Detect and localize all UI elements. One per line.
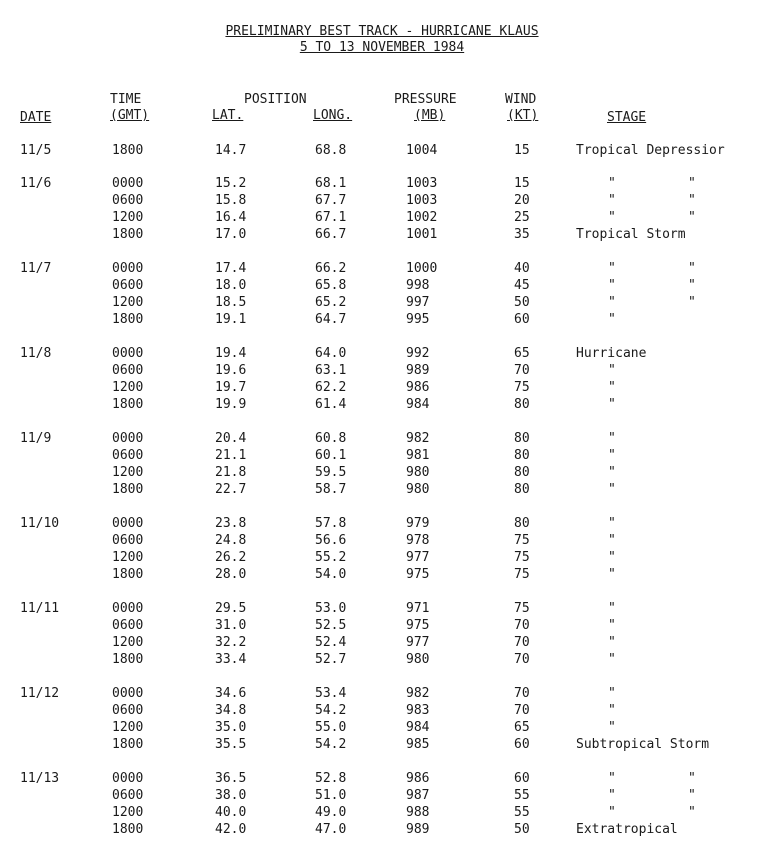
row-wind: 70 — [514, 686, 530, 701]
row-lat: 33.4 — [215, 652, 247, 667]
row-long: 51.0 — [315, 788, 347, 803]
row-stage-ditto: " — [608, 448, 616, 463]
table-row — [0, 210, 764, 227]
row-pressure: 998 — [406, 278, 430, 293]
row-time: 0000 — [112, 601, 144, 616]
row-stage-ditto: " — [608, 550, 616, 565]
row-wind: 75 — [514, 533, 530, 548]
row-stage-ditto: " — [608, 686, 616, 701]
row-pressure: 980 — [406, 482, 430, 497]
row-time: 0600 — [112, 278, 144, 293]
row-lat: 35.5 — [215, 737, 247, 752]
row-time: 1800 — [112, 652, 144, 667]
row-wind: 80 — [514, 448, 530, 463]
table-row — [0, 431, 764, 448]
row-time: 0600 — [112, 533, 144, 548]
row-wind: 60 — [514, 312, 530, 327]
row-stage-ditto: " — [608, 482, 616, 497]
table-row — [0, 737, 764, 754]
row-lat: 15.8 — [215, 193, 247, 208]
row-lat: 18.5 — [215, 295, 247, 310]
row-stage: Hurricane — [576, 346, 647, 361]
table-row — [0, 652, 764, 669]
row-wind: 75 — [514, 380, 530, 395]
row-time: 0000 — [112, 686, 144, 701]
row-stage-ditto: " — [608, 380, 616, 395]
row-lat: 19.9 — [215, 397, 247, 412]
row-stage-ditto: " — [608, 601, 616, 616]
row-lat: 17.4 — [215, 261, 247, 276]
row-time: 0600 — [112, 788, 144, 803]
row-wind: 70 — [514, 635, 530, 650]
table-row — [0, 686, 764, 703]
row-stage-ditto: " — [608, 771, 616, 786]
table-row — [0, 312, 764, 329]
table-row — [0, 618, 764, 635]
row-lat: 21.1 — [215, 448, 247, 463]
row-lat: 19.7 — [215, 380, 247, 395]
row-pressure: 982 — [406, 431, 430, 446]
row-stage-ditto: " — [608, 465, 616, 480]
row-time: 1200 — [112, 465, 144, 480]
header-position: POSITION — [244, 92, 307, 107]
row-lat: 14.7 — [215, 143, 247, 158]
row-time: 0000 — [112, 431, 144, 446]
row-stage-ditto: " — [688, 788, 696, 803]
row-stage-ditto: " — [608, 193, 616, 208]
row-wind: 80 — [514, 516, 530, 531]
row-lat: 20.4 — [215, 431, 247, 446]
row-long: 49.0 — [315, 805, 347, 820]
row-lat: 34.8 — [215, 703, 247, 718]
row-lat: 34.6 — [215, 686, 247, 701]
row-wind: 35 — [514, 227, 530, 242]
row-time: 0000 — [112, 516, 144, 531]
row-time: 0000 — [112, 176, 144, 191]
table-row — [0, 465, 764, 482]
row-stage-ditto: " — [608, 312, 616, 327]
row-time: 1800 — [112, 737, 144, 752]
row-pressure: 1004 — [406, 143, 438, 158]
row-stage-ditto: " — [608, 363, 616, 378]
row-pressure: 985 — [406, 737, 430, 752]
row-pressure: 977 — [406, 550, 430, 565]
row-pressure: 987 — [406, 788, 430, 803]
row-long: 67.7 — [315, 193, 347, 208]
row-wind: 80 — [514, 465, 530, 480]
row-pressure: 989 — [406, 363, 430, 378]
row-pressure: 1002 — [406, 210, 438, 225]
row-date: 11/8 — [20, 346, 52, 361]
row-long: 60.8 — [315, 431, 347, 446]
row-long: 63.1 — [315, 363, 347, 378]
row-time: 0600 — [112, 193, 144, 208]
header-wind-top: WIND — [505, 92, 537, 107]
row-time: 1200 — [112, 805, 144, 820]
row-long: 57.8 — [315, 516, 347, 531]
row-lat: 29.5 — [215, 601, 247, 616]
row-stage-ditto: " — [688, 278, 696, 293]
row-long: 54.2 — [315, 737, 347, 752]
table-row — [0, 516, 764, 533]
row-long: 68.8 — [315, 143, 347, 158]
row-long: 60.1 — [315, 448, 347, 463]
row-lat: 19.1 — [215, 312, 247, 327]
row-long: 66.7 — [315, 227, 347, 242]
row-time: 1800 — [112, 312, 144, 327]
row-stage: Extratropical — [576, 822, 678, 837]
table-row — [0, 788, 764, 805]
header-lat: LAT. — [212, 108, 244, 123]
row-stage-ditto: " — [608, 618, 616, 633]
row-pressure: 983 — [406, 703, 430, 718]
table-row — [0, 601, 764, 618]
header-pressure-top: PRESSURE — [394, 92, 457, 107]
table-row — [0, 380, 764, 397]
row-lat: 40.0 — [215, 805, 247, 820]
row-long: 65.8 — [315, 278, 347, 293]
row-lat: 35.0 — [215, 720, 247, 735]
row-long: 55.2 — [315, 550, 347, 565]
table-row — [0, 295, 764, 312]
row-stage-ditto: " — [608, 516, 616, 531]
row-stage-ditto: " — [608, 210, 616, 225]
row-stage-ditto: " — [608, 278, 616, 293]
row-pressure: 981 — [406, 448, 430, 463]
row-lat: 15.2 — [215, 176, 247, 191]
row-stage-ditto: " — [608, 261, 616, 276]
row-long: 66.2 — [315, 261, 347, 276]
table-row — [0, 550, 764, 567]
row-time: 1200 — [112, 295, 144, 310]
row-time: 1200 — [112, 550, 144, 565]
table-row — [0, 363, 764, 380]
row-wind: 15 — [514, 143, 530, 158]
row-long: 64.0 — [315, 346, 347, 361]
row-time: 0600 — [112, 448, 144, 463]
row-stage-ditto: " — [608, 397, 616, 412]
row-pressure: 992 — [406, 346, 430, 361]
row-lat: 24.8 — [215, 533, 247, 548]
row-time: 1800 — [112, 227, 144, 242]
row-pressure: 984 — [406, 720, 430, 735]
row-stage-ditto: " — [688, 176, 696, 191]
row-long: 59.5 — [315, 465, 347, 480]
row-lat: 28.0 — [215, 567, 247, 582]
table-row — [0, 193, 764, 210]
row-stage-ditto: " — [688, 805, 696, 820]
row-wind: 70 — [514, 618, 530, 633]
row-stage: Subtropical Storm — [576, 737, 710, 752]
table-row — [0, 261, 764, 278]
row-lat: 19.6 — [215, 363, 247, 378]
table-row — [0, 703, 764, 720]
row-pressure: 979 — [406, 516, 430, 531]
row-stage-ditto: " — [608, 788, 616, 803]
row-date: 11/9 — [20, 431, 52, 446]
row-wind: 60 — [514, 737, 530, 752]
row-lat: 23.8 — [215, 516, 247, 531]
table-row — [0, 227, 764, 244]
row-wind: 80 — [514, 431, 530, 446]
table-row — [0, 567, 764, 584]
table-row — [0, 346, 764, 363]
row-stage: Tropical Depressior — [576, 143, 725, 158]
row-stage-ditto: " — [608, 431, 616, 446]
row-wind: 50 — [514, 295, 530, 310]
row-lat: 17.0 — [215, 227, 247, 242]
row-date: 11/6 — [20, 176, 52, 191]
row-time: 1800 — [112, 482, 144, 497]
row-wind: 55 — [514, 805, 530, 820]
row-wind: 25 — [514, 210, 530, 225]
table-row — [0, 822, 764, 839]
row-time: 0600 — [112, 703, 144, 718]
row-wind: 15 — [514, 176, 530, 191]
row-wind: 80 — [514, 482, 530, 497]
row-lat: 32.2 — [215, 635, 247, 650]
header-time-top: TIME — [110, 92, 142, 107]
row-pressure: 984 — [406, 397, 430, 412]
row-lat: 22.7 — [215, 482, 247, 497]
row-stage-ditto: " — [608, 805, 616, 820]
row-stage-ditto: " — [608, 635, 616, 650]
row-pressure: 1000 — [406, 261, 438, 276]
row-wind: 70 — [514, 363, 530, 378]
row-stage-ditto: " — [608, 176, 616, 191]
row-stage-ditto: " — [608, 720, 616, 735]
row-long: 65.2 — [315, 295, 347, 310]
table-row — [0, 143, 764, 160]
row-lat: 26.2 — [215, 550, 247, 565]
row-lat: 42.0 — [215, 822, 247, 837]
row-wind: 65 — [514, 346, 530, 361]
row-wind: 70 — [514, 652, 530, 667]
row-long: 52.7 — [315, 652, 347, 667]
row-long: 54.0 — [315, 567, 347, 582]
row-time: 1200 — [112, 210, 144, 225]
row-wind: 70 — [514, 703, 530, 718]
row-wind: 55 — [514, 788, 530, 803]
row-wind: 75 — [514, 567, 530, 582]
table-row — [0, 771, 764, 788]
row-stage-ditto: " — [608, 703, 616, 718]
row-long: 61.4 — [315, 397, 347, 412]
table-row — [0, 720, 764, 737]
row-long: 64.7 — [315, 312, 347, 327]
row-date: 11/11 — [20, 601, 60, 616]
row-pressure: 975 — [406, 567, 430, 582]
row-long: 53.4 — [315, 686, 347, 701]
header-wind: (KT) — [507, 108, 539, 123]
row-pressure: 982 — [406, 686, 430, 701]
row-time: 0000 — [112, 261, 144, 276]
row-time: 1200 — [112, 635, 144, 650]
row-pressure: 995 — [406, 312, 430, 327]
row-wind: 50 — [514, 822, 530, 837]
table-row — [0, 176, 764, 193]
row-long: 62.2 — [315, 380, 347, 395]
row-lat: 21.8 — [215, 465, 247, 480]
row-pressure: 986 — [406, 771, 430, 786]
row-time: 1800 — [112, 143, 144, 158]
row-date: 11/13 — [20, 771, 60, 786]
row-long: 47.0 — [315, 822, 347, 837]
row-long: 52.8 — [315, 771, 347, 786]
row-time: 0000 — [112, 346, 144, 361]
row-stage-ditto: " — [608, 533, 616, 548]
row-pressure: 1003 — [406, 176, 438, 191]
row-pressure: 980 — [406, 465, 430, 480]
row-lat: 36.5 — [215, 771, 247, 786]
row-pressure: 977 — [406, 635, 430, 650]
table-row — [0, 482, 764, 499]
row-long: 52.4 — [315, 635, 347, 650]
table-row — [0, 805, 764, 822]
row-pressure: 988 — [406, 805, 430, 820]
row-long: 58.7 — [315, 482, 347, 497]
header-date: DATE — [20, 110, 52, 125]
row-time: 0000 — [112, 771, 144, 786]
row-stage-ditto: " — [608, 567, 616, 582]
row-lat: 38.0 — [215, 788, 247, 803]
row-time: 1800 — [112, 397, 144, 412]
table-row — [0, 448, 764, 465]
row-wind: 20 — [514, 193, 530, 208]
table-row — [0, 278, 764, 295]
row-stage-ditto: " — [608, 295, 616, 310]
header-pressure: (MB) — [414, 108, 446, 123]
document-title: PRELIMINARY BEST TRACK - HURRICANE KLAUS — [225, 24, 539, 39]
row-date: 11/5 — [20, 143, 52, 158]
row-stage-ditto: " — [688, 210, 696, 225]
table-row — [0, 397, 764, 414]
row-stage-ditto: " — [608, 652, 616, 667]
row-pressure: 997 — [406, 295, 430, 310]
row-stage-ditto: " — [688, 193, 696, 208]
header-time: (GMT) — [110, 108, 150, 123]
row-time: 0600 — [112, 618, 144, 633]
row-wind: 80 — [514, 397, 530, 412]
row-stage-ditto: " — [688, 261, 696, 276]
row-stage: Tropical Storm — [576, 227, 686, 242]
row-wind: 45 — [514, 278, 530, 293]
row-stage-ditto: " — [688, 295, 696, 310]
row-pressure: 980 — [406, 652, 430, 667]
row-wind: 65 — [514, 720, 530, 735]
header-long: LONG. — [313, 108, 353, 123]
row-lat: 18.0 — [215, 278, 247, 293]
row-time: 1200 — [112, 720, 144, 735]
row-long: 67.1 — [315, 210, 347, 225]
document-subtitle: 5 TO 13 NOVEMBER 1984 — [299, 40, 465, 55]
row-time: 0600 — [112, 363, 144, 378]
row-date: 11/10 — [20, 516, 60, 531]
row-time: 1800 — [112, 567, 144, 582]
row-pressure: 1001 — [406, 227, 438, 242]
row-pressure: 1003 — [406, 193, 438, 208]
row-long: 54.2 — [315, 703, 347, 718]
table-row — [0, 635, 764, 652]
row-long: 55.0 — [315, 720, 347, 735]
row-pressure: 986 — [406, 380, 430, 395]
row-date: 11/12 — [20, 686, 60, 701]
row-pressure: 975 — [406, 618, 430, 633]
row-wind: 40 — [514, 261, 530, 276]
row-long: 56.6 — [315, 533, 347, 548]
row-wind: 75 — [514, 601, 530, 616]
row-long: 53.0 — [315, 601, 347, 616]
row-wind: 75 — [514, 550, 530, 565]
row-time: 1800 — [112, 822, 144, 837]
row-time: 1200 — [112, 380, 144, 395]
row-pressure: 971 — [406, 601, 430, 616]
row-lat: 19.4 — [215, 346, 247, 361]
row-long: 52.5 — [315, 618, 347, 633]
row-lat: 16.4 — [215, 210, 247, 225]
row-pressure: 989 — [406, 822, 430, 837]
row-stage-ditto: " — [688, 771, 696, 786]
row-date: 11/7 — [20, 261, 52, 276]
row-wind: 60 — [514, 771, 530, 786]
table-row — [0, 533, 764, 550]
row-pressure: 978 — [406, 533, 430, 548]
header-stage: STAGE — [607, 110, 647, 125]
row-lat: 31.0 — [215, 618, 247, 633]
row-long: 68.1 — [315, 176, 347, 191]
